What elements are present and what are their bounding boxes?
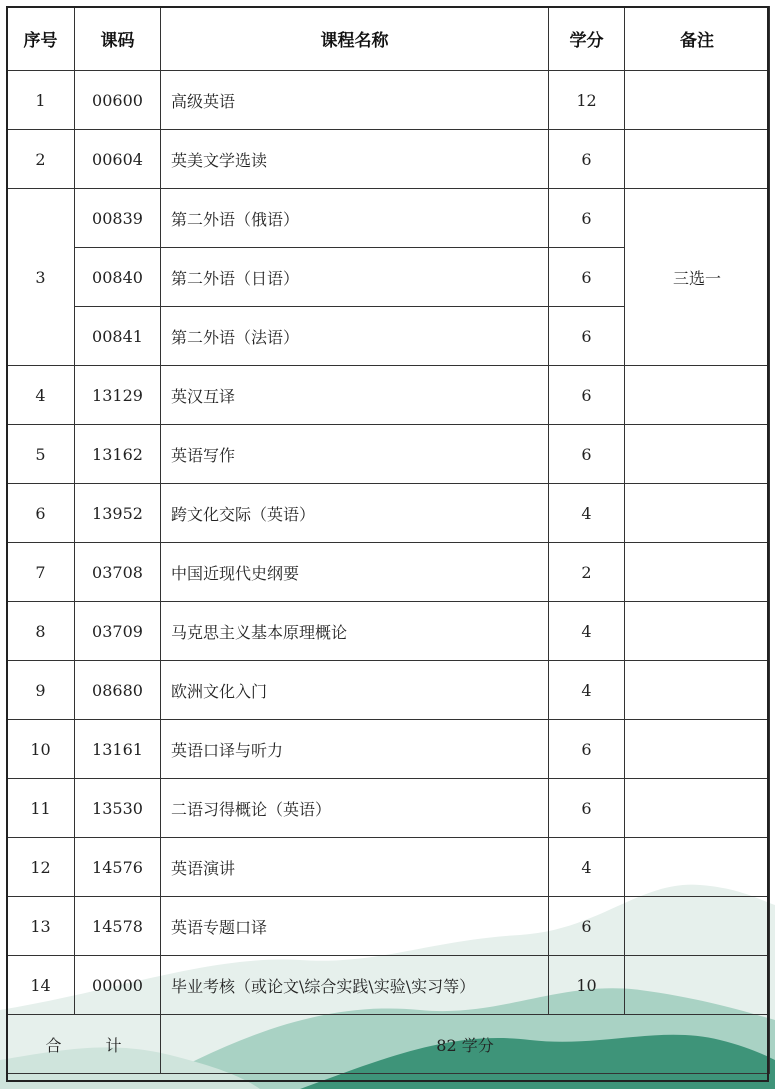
row-code: 00000 [75, 956, 161, 1015]
row-no: 2 [7, 130, 75, 189]
row-code: 03708 [75, 543, 161, 602]
row-note [625, 71, 770, 130]
row-code: 13162 [75, 425, 161, 484]
row-no: 12 [7, 838, 75, 897]
row-no: 1 [7, 71, 75, 130]
row-note [625, 425, 770, 484]
row-credit: 6 [549, 366, 625, 425]
header-no: 序号 [7, 7, 75, 71]
table-row [7, 189, 770, 248]
table-row [7, 543, 770, 602]
row-note [625, 661, 770, 720]
header-name: 课程名称 [161, 7, 549, 71]
row-name: 第二外语（法语） [161, 307, 549, 366]
row-note [625, 720, 770, 779]
row-note [625, 838, 770, 897]
row-name: 毕业考核（或论文\综合实践\实验\实习等） [161, 956, 549, 1015]
row-code: 13161 [75, 720, 161, 779]
row-credit: 6 [549, 248, 625, 307]
table-row [7, 484, 770, 543]
row-code: 00604 [75, 130, 161, 189]
row-name: 跨文化交际（英语） [161, 484, 549, 543]
total-value: 82 学分 [161, 1015, 770, 1074]
row-name: 第二外语（俄语） [161, 189, 549, 248]
table-row [7, 720, 770, 779]
header-credit: 学分 [549, 7, 625, 71]
total-label-a: 合 [45, 1035, 62, 1055]
row-name: 高级英语 [161, 71, 549, 130]
row-credit: 4 [549, 661, 625, 720]
total-label-b: 计 [105, 1035, 122, 1055]
row-note [625, 897, 770, 956]
total-label [7, 1015, 161, 1074]
row-code: 00840 [75, 248, 161, 307]
row-credit: 6 [549, 425, 625, 484]
row-name: 英美文学选读 [161, 130, 549, 189]
header-row [7, 7, 770, 71]
row-code: 00839 [75, 189, 161, 248]
row-credit: 6 [549, 720, 625, 779]
row-note [625, 366, 770, 425]
row-code: 08680 [75, 661, 161, 720]
row-credit: 6 [549, 307, 625, 366]
row-credit: 10 [549, 956, 625, 1015]
row-code: 13129 [75, 366, 161, 425]
row-name: 马克思主义基本原理概论 [161, 602, 549, 661]
table-row [7, 897, 770, 956]
row-code: 00841 [75, 307, 161, 366]
row-credit: 4 [549, 484, 625, 543]
total-row [7, 1015, 770, 1074]
row-code: 13952 [75, 484, 161, 543]
row-note [625, 484, 770, 543]
table-row [7, 661, 770, 720]
row-credit: 4 [549, 602, 625, 661]
row-no: 8 [7, 602, 75, 661]
row-name: 英语写作 [161, 425, 549, 484]
row-no: 13 [7, 897, 75, 956]
row-credit: 6 [549, 130, 625, 189]
row-code: 03709 [75, 602, 161, 661]
row-no: 10 [7, 720, 75, 779]
row-no: 9 [7, 661, 75, 720]
row-name: 英语专题口译 [161, 897, 549, 956]
row-note: 三选一 [625, 189, 770, 366]
row-note [625, 543, 770, 602]
row-note [625, 779, 770, 838]
header-note: 备注 [625, 7, 770, 71]
row-credit: 6 [549, 779, 625, 838]
course-table [6, 6, 770, 1074]
table-row [7, 779, 770, 838]
table-row [7, 71, 770, 130]
row-credit: 12 [549, 71, 625, 130]
header-code: 课码 [75, 7, 161, 71]
row-note [625, 956, 770, 1015]
row-code: 14578 [75, 897, 161, 956]
table-row [7, 366, 770, 425]
row-no: 3 [7, 189, 75, 366]
row-credit: 6 [549, 189, 625, 248]
row-credit: 6 [549, 897, 625, 956]
row-name: 英语口译与听力 [161, 720, 549, 779]
row-code: 13530 [75, 779, 161, 838]
row-code: 14576 [75, 838, 161, 897]
row-no: 14 [7, 956, 75, 1015]
row-name: 欧洲文化入门 [161, 661, 549, 720]
table-row [7, 838, 770, 897]
row-name: 第二外语（日语） [161, 248, 549, 307]
row-code: 00600 [75, 71, 161, 130]
row-no: 6 [7, 484, 75, 543]
row-no: 4 [7, 366, 75, 425]
row-no: 7 [7, 543, 75, 602]
row-no: 5 [7, 425, 75, 484]
row-name: 中国近现代史纲要 [161, 543, 549, 602]
table-row [7, 602, 770, 661]
row-name: 英语演讲 [161, 838, 549, 897]
row-note [625, 130, 770, 189]
table-row [7, 425, 770, 484]
table-row [7, 130, 770, 189]
row-note [625, 602, 770, 661]
row-name: 二语习得概论（英语） [161, 779, 549, 838]
row-name: 英汉互译 [161, 366, 549, 425]
table-row [7, 956, 770, 1015]
row-credit: 4 [549, 838, 625, 897]
row-credit: 2 [549, 543, 625, 602]
row-no: 11 [7, 779, 75, 838]
